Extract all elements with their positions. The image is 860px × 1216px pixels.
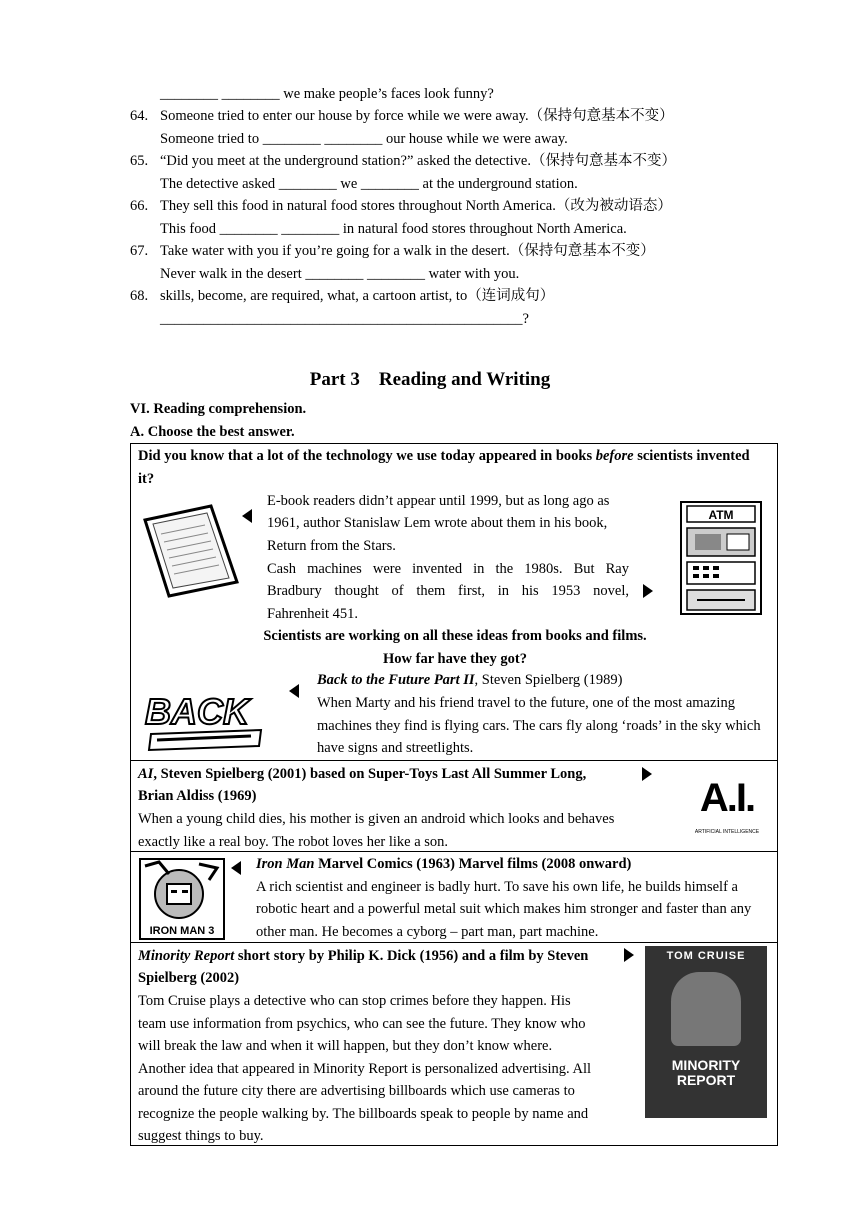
ebook-line-2: 1961, author Stanislaw Lem wrote about them in his book,: [267, 515, 608, 531]
minority-title: Minority Report short story by Philip K. Dick (1956) and a film by Steven: [138, 948, 589, 964]
reading-box-intro: [130, 443, 778, 761]
atm-machine-image: [677, 498, 765, 618]
arrow-left-icon: [242, 509, 252, 523]
ai-title: AI, Steven Spielberg (2001) based on Super-Toys Last All Summer Long,: [138, 766, 587, 782]
intro-line-2: it?: [138, 471, 155, 487]
bttf-line-1: When Marty and his friend travel to the future, one of the most amazing: [317, 695, 735, 711]
scientists-line-1: Scientists are working on all these ideas from books and films.: [263, 628, 647, 644]
scientists-line-2: How far have they got?: [383, 651, 527, 667]
arrow-left-icon: [231, 861, 241, 875]
question-67-text: Take water with you if you’re going for a walk in the desert.（保持句意基本不变）: [160, 243, 655, 259]
question-64-text: Someone tried to enter our house by force while we were away.（保持句意基本不变）: [160, 108, 674, 124]
iron-man-body-line-3: other man. He becomes a cyborg – part man, part machine.: [256, 924, 599, 940]
back-to-the-future-logo: [141, 684, 277, 756]
subsection-title: A. Choose the best answer.: [130, 424, 295, 440]
iron-man-title: Iron Man Marvel Comics (1963) Marvel films (2008 onward): [256, 856, 632, 872]
question-number: 66.: [130, 198, 149, 214]
question-64-answer: Someone tried to ________ ________ our house while we were away.: [160, 131, 568, 147]
iron-man-body-line-2: robotic heart and a powerful metal suit which makes him stronger and faster than any: [256, 901, 752, 917]
svg-text:ATM: ATM: [708, 508, 734, 522]
reading-box-minority-report: [130, 942, 778, 1146]
ai-logo: A.I. ARTIFICIAL INTELLIGENCE: [694, 776, 760, 835]
question-number: 68.: [130, 288, 149, 304]
minority-body-line: suggest things to buy.: [138, 1128, 264, 1144]
ai-body-line-1: When a young child dies, his mother is given an android which looks and behaves: [138, 811, 615, 827]
ai-body-line-2: exactly like a real boy. The robot loves her like a son.: [138, 834, 449, 850]
exercise-63-answer-line: ________ ________ we make people’s faces look funny?: [160, 86, 494, 102]
minority-report-poster: TOM CRUISE MINORITY REPORT: [645, 946, 767, 1118]
svg-text:BACK: BACK: [145, 691, 249, 732]
arrow-right-icon: [642, 767, 652, 781]
question-68-text: skills, become, are required, what, a cartoon artist, to（连词成句）: [160, 288, 555, 304]
question-67-answer: Never walk in the desert ________ ________ water with you.: [160, 266, 520, 282]
reading-box-iron-man: [130, 851, 778, 943]
poster-figure: [671, 972, 741, 1046]
question-66-answer: This food ________ ________ in natural food stores throughout North America.: [160, 221, 627, 237]
ebook-line-3: Return from the Stars.: [267, 538, 396, 554]
minority-body-line: Tom Cruise plays a detective who can stop crimes before they happen. His: [138, 993, 571, 1009]
iron-man-poster-image: [139, 858, 225, 940]
question-number: 67.: [130, 243, 149, 259]
question-68-answer: __________________________________________________?: [160, 311, 529, 327]
bttf-line-3: have signs and streetlights.: [317, 740, 474, 756]
reading-box-ai: [130, 760, 778, 852]
ebook-reader-image: [141, 502, 241, 598]
question-65-answer: The detective asked ________ we ________ at the underground station.: [160, 176, 578, 192]
question-number: 64.: [130, 108, 149, 124]
ebook-line-1: E-book readers didn’t appear until 1999, but as long ago as: [267, 493, 610, 509]
minority-body-line: will break the law and when it will happen, but they don’t know where.: [138, 1038, 553, 1054]
intro-line-1: Did you know that a lot of the technology we use today appeared in books before scientists invented: [138, 448, 750, 464]
minority-body-line: Another idea that appeared in Minority Report is personalized advertising. All: [138, 1061, 592, 1077]
part-title: Part 3 Reading and Writing: [309, 369, 551, 390]
question-65-text: “Did you meet at the underground station?” asked the detective.（保持句意基本不变）: [160, 153, 676, 169]
arrow-left-icon: [289, 684, 299, 698]
minority-body-line: around the future city there are advertising billboards which use cameras to: [138, 1083, 575, 1099]
cash-line-3: Fahrenheit 451.: [267, 606, 359, 622]
iron-man-body-line-1: A rich scientist and engineer is badly hurt. To save his own life, he builds himself a: [256, 879, 738, 895]
question-number: 65.: [130, 153, 149, 169]
minority-body-line: team use information from psychics, who can see the future. They know who: [138, 1016, 586, 1032]
ai-title-line-2: Brian Aldiss (1969): [138, 788, 257, 804]
bttf-title: Back to the Future Part II, Steven Spielberg (1989): [317, 672, 623, 688]
cash-line-2: Bradbury thought of them first, in his 1953 novel,: [267, 583, 629, 599]
cash-line-1: Cash machines were invented in the 1980s. But Ray: [267, 561, 629, 577]
arrow-right-icon: [643, 584, 653, 598]
minority-body-line: recognize the people walking by. The billboards speak to people by name and: [138, 1106, 589, 1122]
svg-text:IRON MAN 3: IRON MAN 3: [149, 925, 215, 937]
bttf-line-2: machines they find is flying cars. The cars fly along ‘roads’ in the sky which: [317, 718, 761, 734]
section-title: VI. Reading comprehension.: [130, 401, 307, 417]
question-66-text: They sell this food in natural food stores throughout North America.（改为被动语态）: [160, 198, 672, 214]
arrow-right-icon: [624, 948, 634, 962]
minority-title-line-2: Spielberg (2002): [138, 970, 240, 986]
